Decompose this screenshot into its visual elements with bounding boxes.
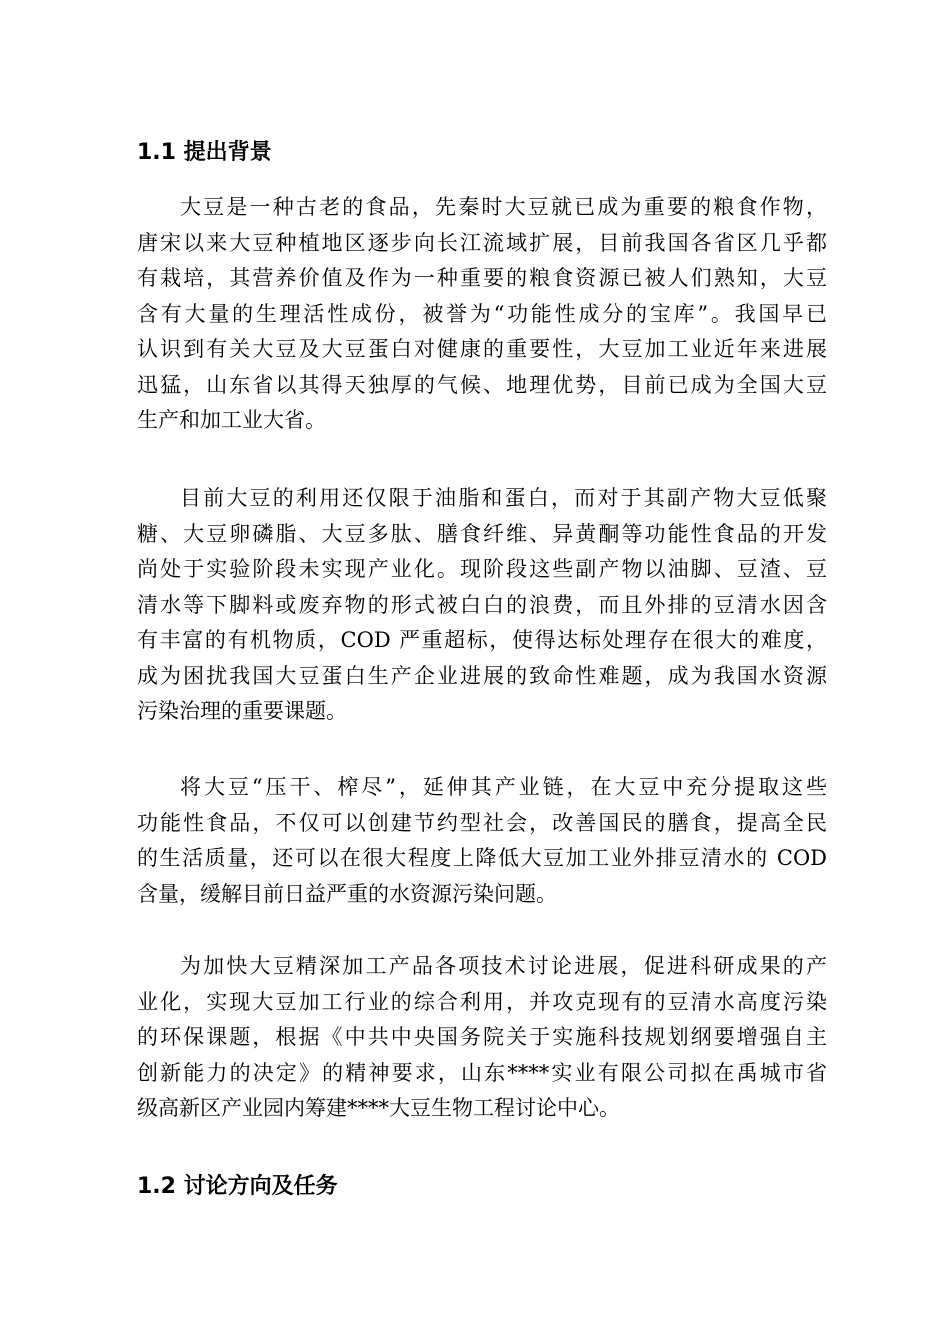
section-heading-1-2: 1.2 讨论方向及任务 [137, 1174, 338, 1199]
paragraph-line: 目前大豆的利用还仅限于油脂和蛋白，而对于其副产物大豆低聚 [180, 486, 827, 510]
paragraph-line: 唐宋以来大豆种植地区逐步向长江流域扩展，目前我国各省区几乎都 [137, 230, 827, 255]
paragraph-line: 业化，实现大豆加工行业的综合利用，并攻克现有的豆清水高度污染 [137, 989, 827, 1014]
paragraph-line: 为加快大豆精深加工产品各项技术讨论进展，促进科研成果的产 [180, 954, 827, 978]
paragraph-background-2 [137, 481, 827, 730]
paragraph-line: 的生活质量，还可以在很大程度上降低大豆加工业外排豆清水的 COD [137, 846, 827, 870]
paragraph-line: 糖、大豆卵磷脂、大豆多肽、膳食纤维、异黄酮等功能性食品的开发 [137, 521, 827, 546]
paragraph-line: 尚处于实验阶段未实现产业化。现阶段这些副产物以油脚、豆渣、豆 [137, 557, 827, 581]
paragraph-line: 迅猛，山东省以其得天独厚的气候、地理优势，目前已成为全国大豆 [137, 372, 827, 397]
paragraph-line: 有丰富的有机物质，COD 严重超标，使得达标处理存在很大的难度， [137, 628, 827, 652]
section-heading-1-1: 1.1 提出背景 [137, 140, 272, 165]
paragraph-line: 有栽培，其营养价值及作为一种重要的粮食资源已被人们熟知，大豆 [137, 266, 827, 290]
paragraph-line: 清水等下脚料或废弃物的形式被白白的浪费，而且外排的豆清水因含 [137, 592, 827, 617]
paragraph-line: 级高新区产业园内筹建****大豆生物工程讨论中心。 [137, 1096, 620, 1120]
paragraph-line: 含有大量的生理活性成份，被誉为“功能性成分的宝库”。我国早已 [137, 301, 827, 326]
paragraph-line: 将大豆“压干、榨尽”，延伸其产业链，在大豆中充分提取这些 [180, 775, 827, 799]
paragraph-line: 污染治理的重要课题。 [137, 699, 347, 723]
paragraph-background-1 [137, 190, 827, 439]
paragraph-line: 成为困扰我国大豆蛋白生产企业进展的致命性难题，成为我国水资源 [137, 663, 827, 688]
paragraph-line: 大豆是一种古老的食品，先秦时大豆就已成为重要的粮食作物， [180, 195, 827, 219]
paragraph-line: 功能性食品，不仅可以创建节约型社会，改善国民的膳食，提高全民 [137, 810, 827, 835]
paragraph-background-4 [137, 949, 827, 1127]
paragraph-line: 的环保课题，根据《中共中央国务院关于实施科技规划纲要增强自主 [137, 1025, 827, 1049]
paragraph-line: 生产和加工业大省。 [137, 408, 326, 432]
paragraph-line: 含量，缓解目前日益严重的水资源污染问题。 [137, 881, 557, 906]
paragraph-line: 创新能力的决定》的精神要求，山东****实业有限公司拟在禹城市省 [137, 1060, 827, 1085]
paragraph-line: 认识到有关大豆及大豆蛋白对健康的重要性，大豆加工业近年来进展 [137, 337, 827, 361]
paragraph-background-3 [137, 770, 827, 912]
